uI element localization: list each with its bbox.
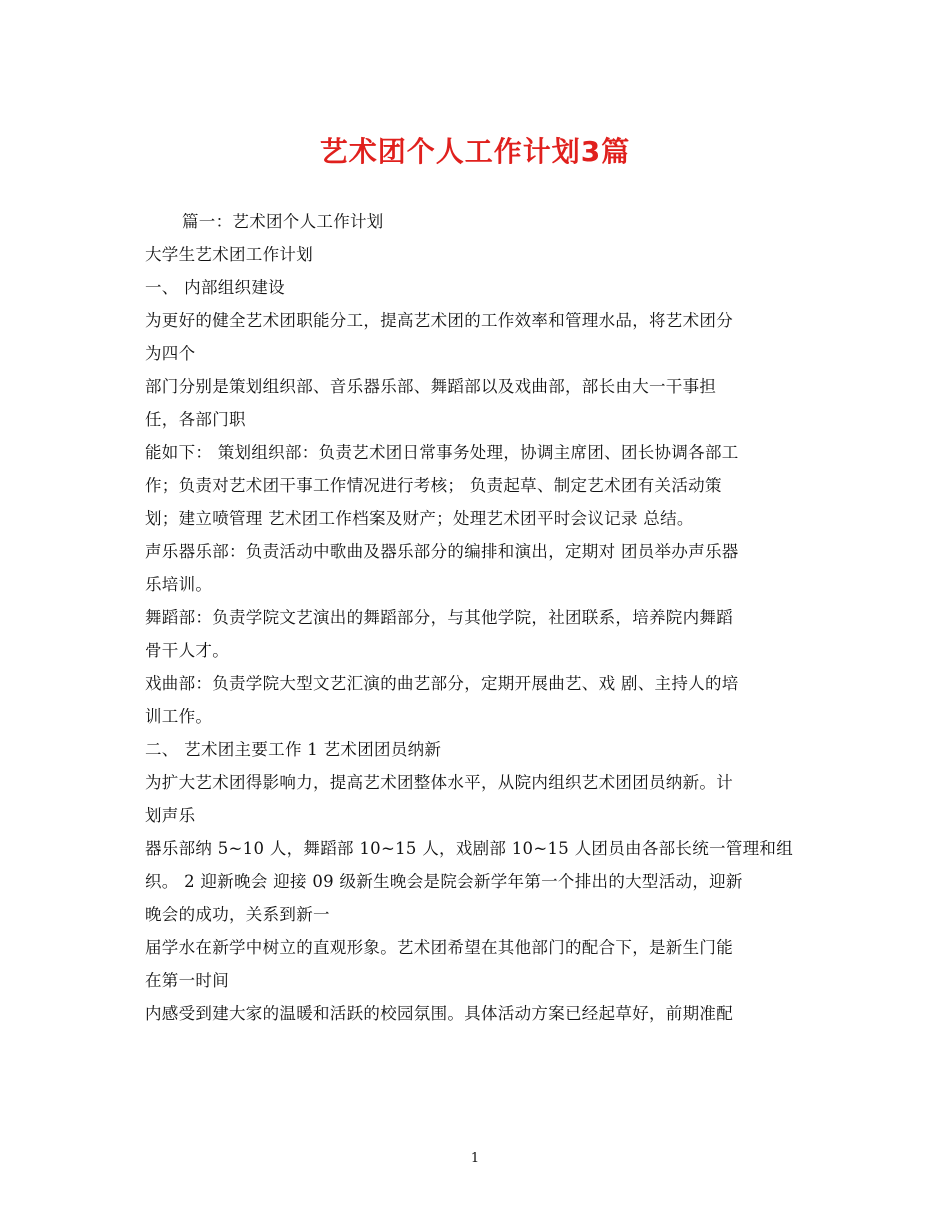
text-line: 晚会的成功，关系到新一	[145, 905, 330, 924]
text-line: 戏曲部：负责学院大型文艺汇演的曲艺部分，定期开展曲艺、戏 剧、主持人的培	[145, 674, 739, 693]
text-line: 骨干人才。	[145, 641, 229, 660]
text-line: 划；建立喷管理 艺术团工作档案及财产；处理艺术团平时会议记录 总结。	[145, 509, 694, 528]
text-line: 内感受到建大家的温暖和活跃的校园氛围。具体活动方案已经起草好，前期准配	[145, 1004, 733, 1023]
text-line: 为扩大艺术团得影响力，提高艺术团整体水平，从院内组织艺术团团员纳新。计	[145, 773, 733, 792]
text-line: 划声乐	[145, 806, 196, 825]
text-line: 声乐器乐部：负责活动中歌曲及器乐部分的编排和演出，定期对 团员举办声乐器	[145, 542, 739, 561]
text-line: 为更好的健全艺术团职能分工，提高艺术团的工作效率和管理水品，将艺术团分	[145, 311, 733, 330]
text-line: 为四个	[145, 344, 196, 363]
text-line: 训工作。	[145, 707, 213, 726]
text-line: 能如下： 策划组织部：负责艺术团日常事务处理，协调主席团、团长协调各部工	[145, 443, 739, 462]
text-line: 作；负责对艺术团干事工作情况进行考核； 负责起草、制定艺术团有关活动策	[145, 476, 722, 495]
text-line: 器乐部纳 5~10 人，舞蹈部 10~15 人，戏剧部 10~15 人团员由各部长统一管理和组	[145, 839, 794, 858]
text-line: 舞蹈部：负责学院文艺演出的舞蹈部分，与其他学院，社团联系，培养院内舞蹈	[145, 608, 733, 627]
text-line: 乐培训。	[145, 575, 213, 594]
document-title: 艺术团个人工作计划3篇	[319, 135, 631, 168]
text-line: 一、 内部组织建设	[145, 278, 285, 297]
text-line: 届学水在新学中树立的直观形象。艺术团希望在其他部门的配合下，是新生门能	[145, 938, 733, 957]
text-line: 二、 艺术团主要工作 1 艺术团团员纳新	[145, 740, 442, 759]
text-line: 篇一：艺术团个人工作计划	[182, 212, 384, 231]
document-body	[145, 205, 810, 1030]
text-line: 织。 2 迎新晚会 迎接 09 级新生晚会是院会新学年第一个排出的大型活动，迎新	[145, 872, 743, 891]
text-line: 大学生艺术团工作计划	[145, 245, 313, 264]
text-line: 任，各部门职	[145, 410, 246, 429]
text-line: 部门分别是策划组织部、音乐器乐部、舞蹈部以及戏曲部，部长由大一干事担	[145, 377, 717, 396]
page-number: 1	[470, 1151, 480, 1166]
text-line: 在第一时间	[145, 971, 229, 990]
